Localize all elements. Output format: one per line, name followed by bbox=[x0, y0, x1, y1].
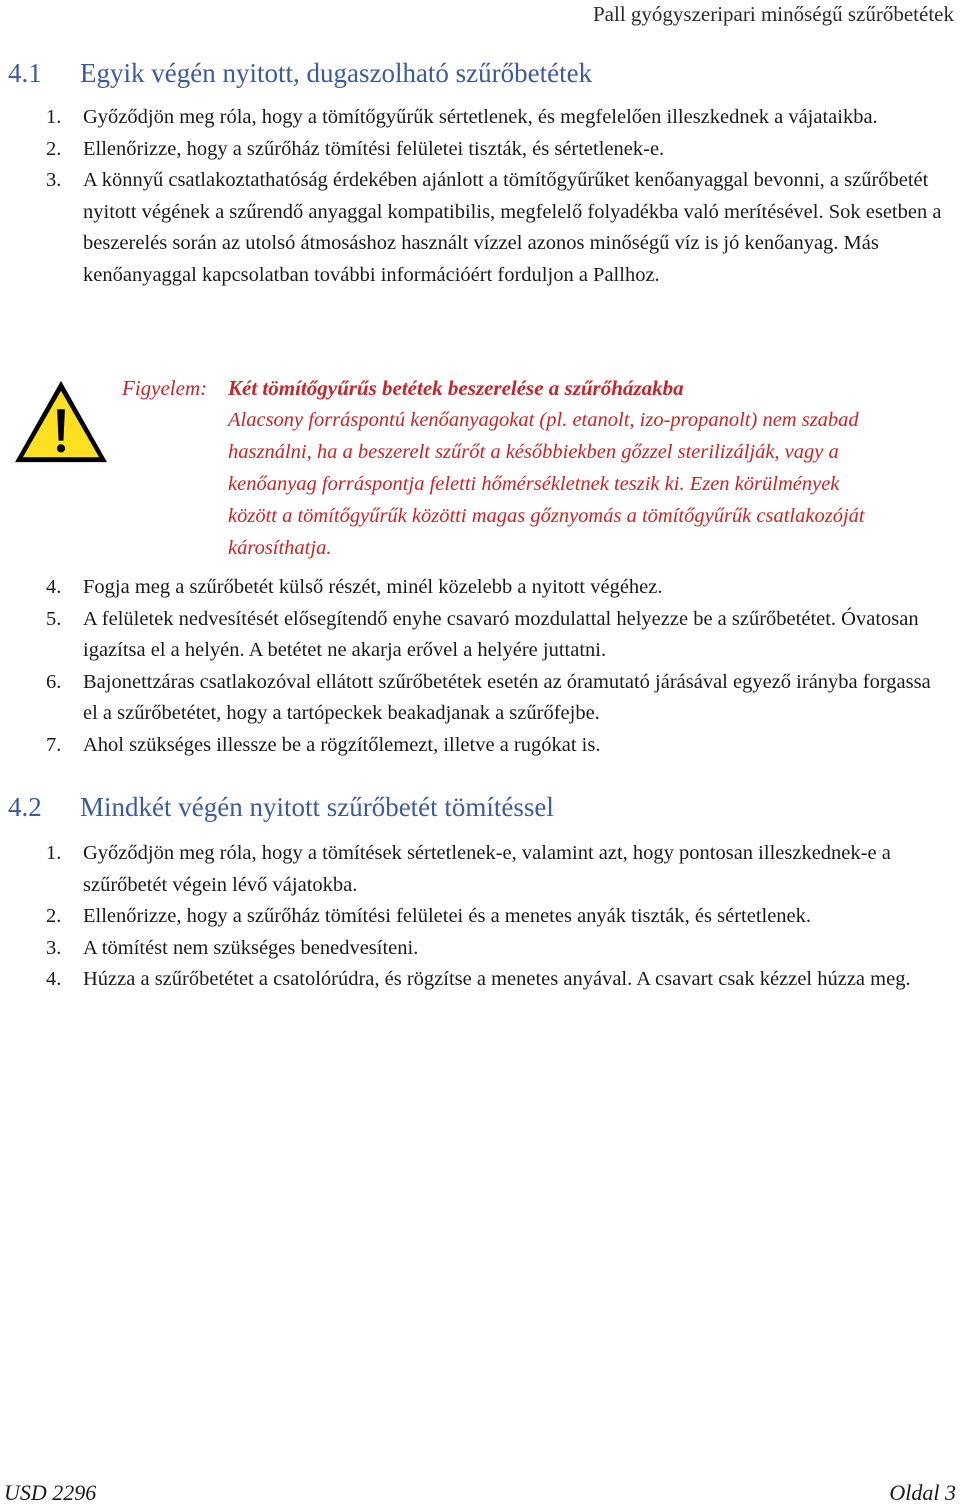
steps-list-4-1-a bbox=[0, 102, 960, 291]
item-number: 3. bbox=[46, 169, 62, 191]
warning-title: Két tömítőgyűrűs betétek beszerelése a szűrőházakba bbox=[228, 376, 684, 400]
list-item bbox=[0, 901, 960, 933]
warning-callout bbox=[0, 372, 960, 562]
item-number: 1. bbox=[46, 106, 62, 128]
list-item bbox=[0, 604, 960, 667]
item-number: 2. bbox=[46, 137, 62, 160]
steps-list-4-2 bbox=[0, 838, 960, 996]
list-item bbox=[0, 165, 960, 291]
item-number: 2. bbox=[46, 905, 62, 927]
item-number: 1. bbox=[46, 842, 62, 864]
list-item bbox=[0, 933, 960, 965]
item-text: Fogja meg a szűrőbetét külső részét, minél közelebb a nyitott végéhez. bbox=[83, 576, 663, 598]
section-number: 4.2 bbox=[8, 792, 42, 822]
warning-triangle-icon bbox=[12, 378, 110, 466]
item-text: Húzza a szűrőbetétet a csatolórúdra, és rögzítse a menetes anyával. A csavart csak kézzel húzza meg. bbox=[83, 968, 911, 990]
list-item bbox=[0, 102, 960, 134]
item-number: 4. bbox=[46, 576, 62, 598]
warning-body: Alacsony forráspontú kenőanyagokat (pl. etanolt, izo-propanolt) nem szabad használni, ha a beszerelt szűrőt a későbbiekben gőzzel sterilizálják, vagy a kenőanyag forráspontja feletti hőmérsékletnek teszik ki. Ezen körülmények között a tömítőgyűrűk közötti magas gőznyomás a tömítőgyűrűk csatlakozóját károsíthatja. bbox=[228, 409, 865, 559]
item-text: Győződjön meg róla, hogy a tömítések sértetlenek-e, valamint azt, hogy pontosan illeszkednek-e a szűrőbetét végein lévő vájatokba. bbox=[83, 842, 891, 896]
section-heading-4-2 bbox=[8, 792, 554, 823]
section-heading-4-1 bbox=[8, 58, 592, 89]
item-text: A könnyű csatlakoztathatóság érdekében ajánlott a tömítőgyűrűket kenőanyaggal bevonni, a szűrőbetét nyitott végének a szűrendő anyaggal kompatibilis, megfelelő folyadékba való merítésével. Sok esetben a beszerelés során az utolsó átmosáshoz használt vízzel azonos minőségű víz is jó kenőanyag. Más kenőanyaggal kapcsolatban további információért forduljon a Pallhoz. bbox=[83, 169, 942, 286]
footer-page-number: Oldal 3 bbox=[889, 1480, 956, 1505]
list-item bbox=[0, 838, 960, 901]
item-number: 5. bbox=[46, 607, 62, 630]
steps-list-4-1-b bbox=[0, 572, 960, 761]
running-header: Pall gyógyszeripari minőségű szűrőbetétek bbox=[593, 2, 954, 26]
list-item bbox=[0, 730, 960, 762]
list-item bbox=[0, 964, 960, 996]
warning-label: Figyelem: bbox=[122, 376, 208, 400]
item-text: A felületek nedvesítését elősegítendő enyhe csavaró mozdulattal helyezze be a szűrőbetétet. Óvatosan igazítsa el a helyén. A betétet ne akarja erővel a helyére juttatni. bbox=[83, 607, 919, 661]
item-text: Ellenőrizze, hogy a szűrőház tömítési felületei és a menetes anyák tiszták, és sértetlenek. bbox=[83, 905, 812, 927]
item-number: 6. bbox=[46, 670, 62, 693]
item-text: Ellenőrizze, hogy a szűrőház tömítési felületei tiszták, és sértetlenek-e. bbox=[83, 137, 665, 160]
item-number: 3. bbox=[46, 936, 62, 959]
item-text: A tömítést nem szükséges benedvesíteni. bbox=[83, 936, 419, 959]
list-item bbox=[0, 667, 960, 730]
item-text: Bajonettzáras csatlakozóval ellátott szűrőbetétek esetén az óramutató járásával egyező irányba forgassa el a szűrőbetétet, hogy a tartópeckek beakadjanak a szűrőfejbe. bbox=[83, 670, 931, 724]
section-title-text: Mindkét végén nyitott szűrőbetét tömítéssel bbox=[80, 792, 554, 822]
item-number: 4. bbox=[46, 968, 62, 990]
item-number: 7. bbox=[46, 733, 62, 756]
section-title-text: Egyik végén nyitott, dugaszolható szűrőbetétek bbox=[80, 58, 593, 88]
footer-doc-code: USD 2296 bbox=[4, 1480, 97, 1505]
list-item bbox=[0, 572, 960, 604]
section-number: 4.1 bbox=[8, 58, 42, 88]
item-text: Ahol szükséges illessze be a rögzítőlemezt, illetve a rugókat is. bbox=[83, 733, 601, 756]
item-text: Győződjön meg róla, hogy a tömítőgyűrűk sértetlenek, és megfelelően illeszkednek a vájataikba. bbox=[83, 106, 878, 128]
list-item bbox=[0, 134, 960, 166]
